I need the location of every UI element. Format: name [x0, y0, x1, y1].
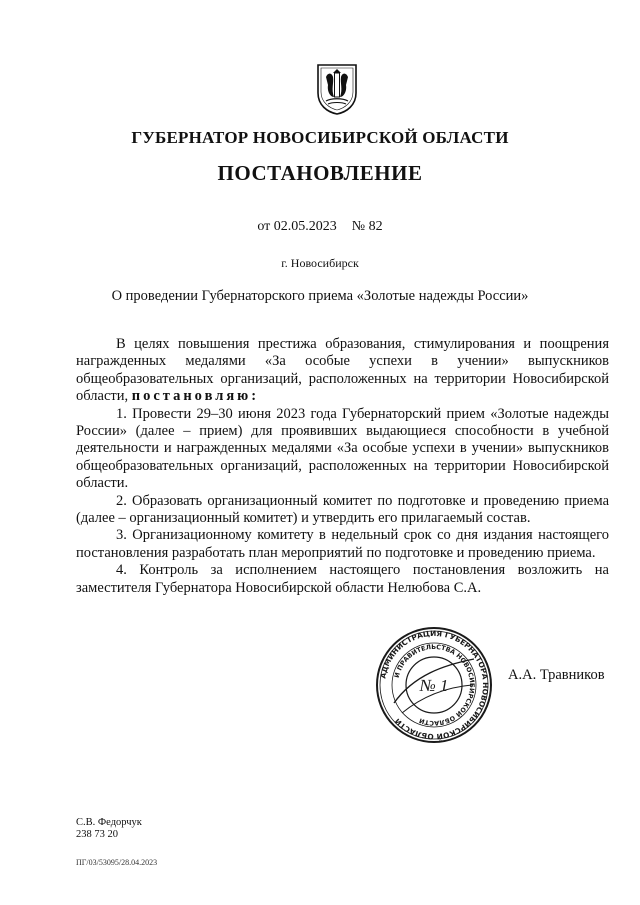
- official-seal: [374, 625, 494, 745]
- seal-center-number: № 1: [419, 676, 449, 695]
- clause-4: 4. Контроль за исполнением настоящего постановления возложить на заместителя Губернатора Новосибирской области Нелюбова С.А.: [76, 562, 609, 596]
- document-type-title: ПОСТАНОВЛЕНИЕ: [217, 161, 423, 185]
- preamble-paragraph: [76, 336, 609, 406]
- coat-of-arms-icon: [316, 63, 358, 115]
- executor-name: С.В. Федорчук: [76, 817, 142, 828]
- seal-inner-text: И ПРАВИТЕЛЬСТВА НОВОСИБИРСКОЙ ОБЛАСТИ: [392, 642, 477, 728]
- document-number: 82: [368, 219, 383, 234]
- document-subject: О проведении Губернаторского приема «Золотые надежды России»: [111, 288, 529, 304]
- executor-block: [76, 817, 142, 841]
- clause-2: 2. Образовать организационный комитет по подготовке и проведению приема (далее – организационный комитет) и утвердить его прилагаемый состав.: [76, 492, 609, 527]
- document-registration-code: ПГ/03/53095/28.04.2023: [76, 858, 158, 867]
- decree-colon: :: [251, 388, 257, 405]
- city-label: г. Новосибирск: [281, 256, 359, 270]
- date-prefix: от: [257, 219, 271, 234]
- seal-outer-text: АДМИНИСТРАЦИЯ ГУБЕРНАТОРА НОВОСИБИРСКОЙ ОБЛАСТИ: [378, 628, 491, 742]
- date-number-line: [0, 219, 640, 235]
- document-body: [76, 336, 609, 597]
- executor-phone: 238 73 20: [76, 829, 118, 840]
- clause-3: 3. Организационному комитету в недельный срок со дня издания настоящего постановления разработать план мероприятий по подготовке и проведению приема.: [76, 527, 609, 561]
- signatory-name: А.А. Травников: [508, 667, 605, 683]
- clause-1: 1. Провести 29–30 июня 2023 года Губернаторский прием «Золотые надежды России» (далее – прием) для проявивших выдающиеся способности в учебной деятельности и награжденных медалями «За особые успехи в учении» выпускников общеобразовательных организаций, расположенных на территории Новосибирской области.: [76, 405, 609, 492]
- number-label: №: [351, 219, 366, 234]
- preamble-text: В целях повышения престижа образования, стимулирования и поощрения награжденных медалями «За особые успехи в учении» выпускников общеобразовательных организаций, расположенных на территории Новосибирской области,: [76, 336, 609, 405]
- issuer-heading: ГУБЕРНАТОР НОВОСИБИРСКОЙ ОБЛАСТИ: [131, 128, 509, 147]
- decree-word: постановляю: [131, 388, 252, 405]
- document-date: 02.05.2023: [273, 219, 337, 234]
